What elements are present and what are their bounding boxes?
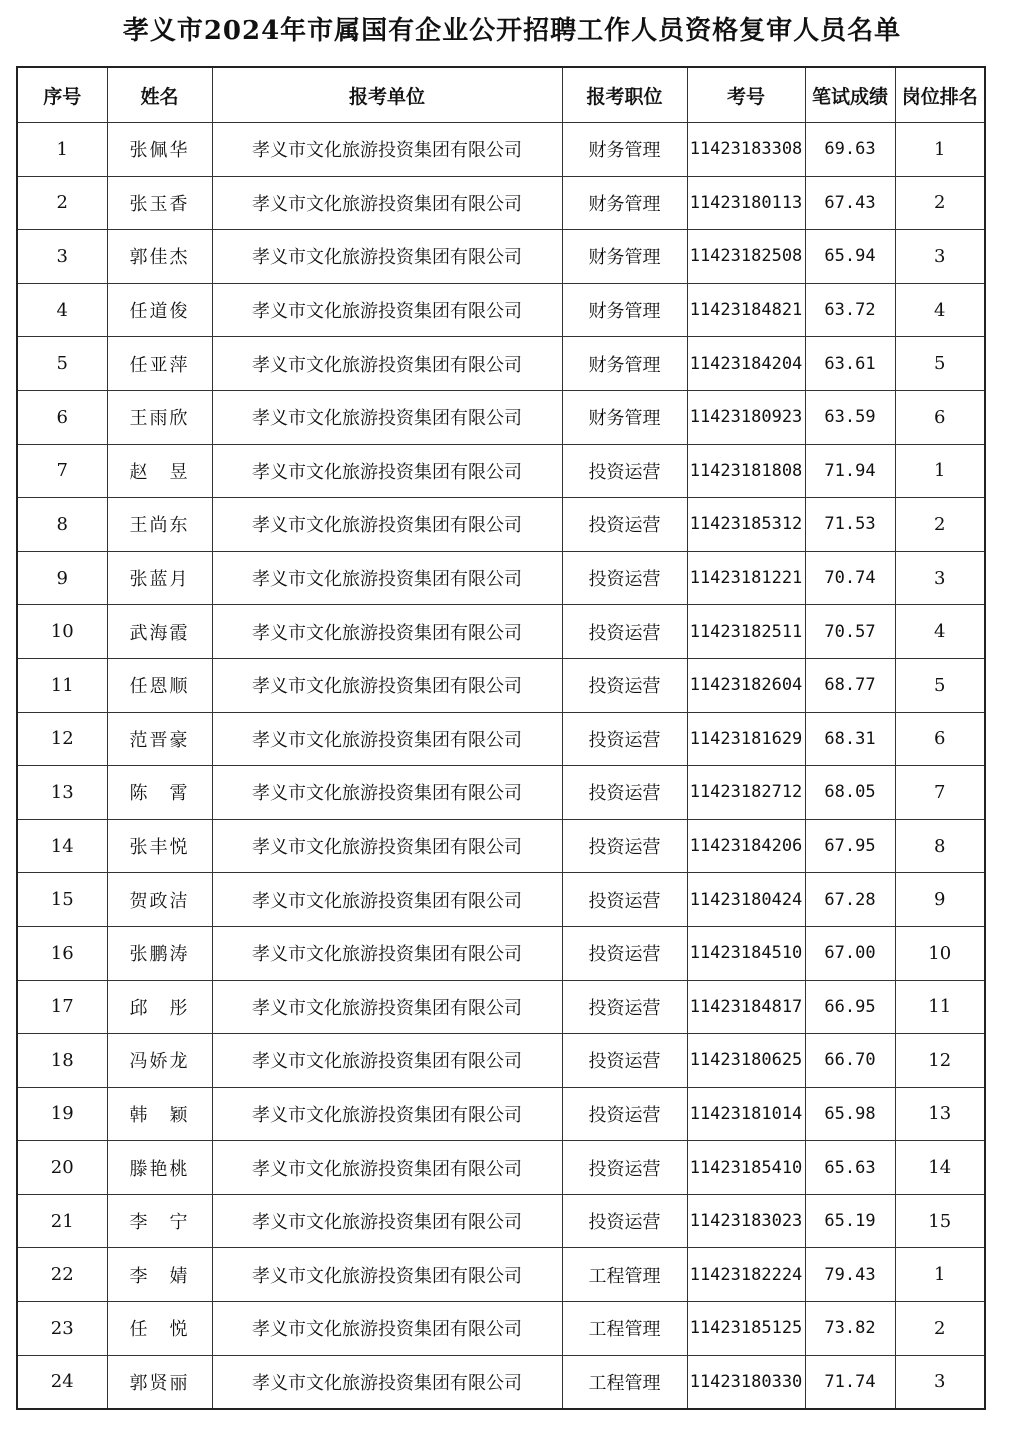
cell-no: 22 [17, 1248, 107, 1302]
cell-rank: 10 [895, 926, 985, 980]
candidate-table [16, 66, 986, 1410]
cell-unit: 孝义市文化旅游投资集团有限公司 [212, 337, 562, 391]
table-row [17, 873, 985, 927]
cell-unit: 孝义市文化旅游投资集团有限公司 [212, 1034, 562, 1088]
cell-exam-id: 11423181014 [687, 1087, 805, 1141]
cell-score: 79.43 [805, 1248, 895, 1302]
table-row [17, 658, 985, 712]
cell-exam-id: 11423184206 [687, 819, 805, 873]
cell-name: 范晋豪 [107, 712, 212, 766]
cell-unit: 孝义市文化旅游投资集团有限公司 [212, 1302, 562, 1356]
cell-unit: 孝义市文化旅游投资集团有限公司 [212, 551, 562, 605]
cell-exam-id: 11423185410 [687, 1141, 805, 1195]
cell-unit: 孝义市文化旅游投资集团有限公司 [212, 605, 562, 659]
cell-name: 李 宁 [107, 1194, 212, 1248]
cell-exam-id: 11423185125 [687, 1302, 805, 1356]
col-header-exam-id: 考号 [687, 67, 805, 123]
cell-unit: 孝义市文化旅游投资集团有限公司 [212, 1194, 562, 1248]
table-row [17, 926, 985, 980]
cell-exam-id: 11423182508 [687, 230, 805, 284]
cell-name: 张鹏涛 [107, 926, 212, 980]
cell-position: 财务管理 [562, 230, 687, 284]
cell-rank: 2 [895, 498, 985, 552]
cell-score: 67.95 [805, 819, 895, 873]
cell-rank: 2 [895, 176, 985, 230]
cell-name: 郭贤丽 [107, 1355, 212, 1409]
cell-no: 2 [17, 176, 107, 230]
cell-position: 投资运营 [562, 1194, 687, 1248]
cell-position: 财务管理 [562, 337, 687, 391]
cell-exam-id: 11423180923 [687, 390, 805, 444]
cell-unit: 孝义市文化旅游投资集团有限公司 [212, 176, 562, 230]
cell-no: 11 [17, 658, 107, 712]
table-row [17, 980, 985, 1034]
cell-position: 财务管理 [562, 283, 687, 337]
cell-name: 陈 霄 [107, 766, 212, 820]
cell-no: 1 [17, 123, 107, 177]
table-body [17, 123, 985, 1410]
col-header-unit: 报考单位 [212, 67, 562, 123]
cell-exam-id: 11423180330 [687, 1355, 805, 1409]
cell-rank: 6 [895, 712, 985, 766]
table-row [17, 390, 985, 444]
cell-position: 投资运营 [562, 444, 687, 498]
cell-rank: 8 [895, 819, 985, 873]
cell-position: 投资运营 [562, 658, 687, 712]
cell-position: 投资运营 [562, 819, 687, 873]
cell-no: 19 [17, 1087, 107, 1141]
cell-score: 71.53 [805, 498, 895, 552]
cell-unit: 孝义市文化旅游投资集团有限公司 [212, 498, 562, 552]
table-header-row [17, 67, 985, 123]
cell-name: 邱 彤 [107, 980, 212, 1034]
table-row [17, 1194, 985, 1248]
table-row [17, 283, 985, 337]
cell-no: 14 [17, 819, 107, 873]
cell-unit: 孝义市文化旅游投资集团有限公司 [212, 230, 562, 284]
cell-exam-id: 11423183308 [687, 123, 805, 177]
cell-position: 投资运营 [562, 551, 687, 605]
cell-unit: 孝义市文化旅游投资集团有限公司 [212, 1087, 562, 1141]
cell-exam-id: 11423180625 [687, 1034, 805, 1088]
cell-score: 71.94 [805, 444, 895, 498]
cell-rank: 9 [895, 873, 985, 927]
cell-exam-id: 11423180113 [687, 176, 805, 230]
table-row [17, 444, 985, 498]
cell-name: 任 悦 [107, 1302, 212, 1356]
table-row [17, 176, 985, 230]
cell-no: 4 [17, 283, 107, 337]
cell-score: 63.61 [805, 337, 895, 391]
cell-rank: 12 [895, 1034, 985, 1088]
table-row [17, 123, 985, 177]
cell-no: 12 [17, 712, 107, 766]
table-row [17, 551, 985, 605]
cell-name: 王尚东 [107, 498, 212, 552]
cell-name: 张玉香 [107, 176, 212, 230]
cell-rank: 11 [895, 980, 985, 1034]
cell-unit: 孝义市文化旅游投资集团有限公司 [212, 658, 562, 712]
cell-unit: 孝义市文化旅游投资集团有限公司 [212, 766, 562, 820]
cell-position: 投资运营 [562, 766, 687, 820]
table-row [17, 1087, 985, 1141]
cell-name: 武海霞 [107, 605, 212, 659]
cell-unit: 孝义市文化旅游投资集团有限公司 [212, 980, 562, 1034]
cell-rank: 6 [895, 390, 985, 444]
cell-no: 9 [17, 551, 107, 605]
cell-position: 工程管理 [562, 1248, 687, 1302]
cell-score: 67.43 [805, 176, 895, 230]
cell-score: 71.74 [805, 1355, 895, 1409]
cell-position: 投资运营 [562, 712, 687, 766]
cell-position: 投资运营 [562, 605, 687, 659]
cell-name: 张佩华 [107, 123, 212, 177]
cell-score: 63.72 [805, 283, 895, 337]
cell-exam-id: 11423181808 [687, 444, 805, 498]
col-header-score: 笔试成绩 [805, 67, 895, 123]
cell-exam-id: 11423182511 [687, 605, 805, 659]
cell-name: 张丰悦 [107, 819, 212, 873]
cell-position: 财务管理 [562, 176, 687, 230]
cell-rank: 7 [895, 766, 985, 820]
cell-exam-id: 11423182712 [687, 766, 805, 820]
cell-rank: 3 [895, 551, 985, 605]
cell-name: 张蓝月 [107, 551, 212, 605]
cell-unit: 孝义市文化旅游投资集团有限公司 [212, 123, 562, 177]
cell-exam-id: 11423184204 [687, 337, 805, 391]
cell-score: 67.28 [805, 873, 895, 927]
cell-score: 65.19 [805, 1194, 895, 1248]
cell-no: 7 [17, 444, 107, 498]
cell-score: 70.57 [805, 605, 895, 659]
cell-position: 投资运营 [562, 1087, 687, 1141]
page-title: 孝义市2024年市属国有企业公开招聘工作人员资格复审人员名单 [122, 16, 902, 46]
cell-unit: 孝义市文化旅游投资集团有限公司 [212, 712, 562, 766]
cell-exam-id: 11423183023 [687, 1194, 805, 1248]
cell-rank: 4 [895, 605, 985, 659]
cell-unit: 孝义市文化旅游投资集团有限公司 [212, 444, 562, 498]
cell-no: 13 [17, 766, 107, 820]
cell-name: 王雨欣 [107, 390, 212, 444]
cell-exam-id: 11423182224 [687, 1248, 805, 1302]
cell-unit: 孝义市文化旅游投资集团有限公司 [212, 283, 562, 337]
cell-position: 投资运营 [562, 1141, 687, 1195]
cell-name: 任亚萍 [107, 337, 212, 391]
cell-name: 任道俊 [107, 283, 212, 337]
cell-no: 15 [17, 873, 107, 927]
cell-score: 68.31 [805, 712, 895, 766]
table-row [17, 1302, 985, 1356]
cell-position: 投资运营 [562, 498, 687, 552]
table-row [17, 337, 985, 391]
table-row [17, 1355, 985, 1409]
cell-rank: 1 [895, 1248, 985, 1302]
cell-position: 工程管理 [562, 1355, 687, 1409]
cell-no: 20 [17, 1141, 107, 1195]
cell-no: 24 [17, 1355, 107, 1409]
cell-unit: 孝义市文化旅游投资集团有限公司 [212, 1248, 562, 1302]
cell-no: 5 [17, 337, 107, 391]
cell-rank: 4 [895, 283, 985, 337]
cell-score: 66.70 [805, 1034, 895, 1088]
cell-name: 韩 颖 [107, 1087, 212, 1141]
cell-position: 财务管理 [562, 123, 687, 177]
cell-no: 3 [17, 230, 107, 284]
cell-no: 18 [17, 1034, 107, 1088]
cell-score: 70.74 [805, 551, 895, 605]
cell-rank: 3 [895, 1355, 985, 1409]
cell-rank: 13 [895, 1087, 985, 1141]
cell-position: 工程管理 [562, 1302, 687, 1356]
cell-name: 滕艳桃 [107, 1141, 212, 1195]
table-row [17, 712, 985, 766]
cell-exam-id: 11423184817 [687, 980, 805, 1034]
cell-score: 66.95 [805, 980, 895, 1034]
cell-rank: 5 [895, 337, 985, 391]
cell-exam-id: 11423181221 [687, 551, 805, 605]
cell-no: 16 [17, 926, 107, 980]
cell-exam-id: 11423184821 [687, 283, 805, 337]
cell-score: 68.77 [805, 658, 895, 712]
cell-no: 10 [17, 605, 107, 659]
cell-score: 63.59 [805, 390, 895, 444]
cell-unit: 孝义市文化旅游投资集团有限公司 [212, 819, 562, 873]
cell-rank: 1 [895, 123, 985, 177]
table-row [17, 1034, 985, 1088]
col-header-rank: 岗位排名 [895, 67, 985, 123]
cell-no: 17 [17, 980, 107, 1034]
table-row [17, 1248, 985, 1302]
cell-unit: 孝义市文化旅游投资集团有限公司 [212, 926, 562, 980]
table-row [17, 819, 985, 873]
cell-exam-id: 11423180424 [687, 873, 805, 927]
cell-unit: 孝义市文化旅游投资集团有限公司 [212, 873, 562, 927]
cell-position: 财务管理 [562, 390, 687, 444]
cell-exam-id: 11423181629 [687, 712, 805, 766]
cell-name: 冯娇龙 [107, 1034, 212, 1088]
table-row [17, 1141, 985, 1195]
col-header-no: 序号 [17, 67, 107, 123]
cell-score: 65.94 [805, 230, 895, 284]
cell-name: 郭佳杰 [107, 230, 212, 284]
cell-name: 赵 昱 [107, 444, 212, 498]
cell-exam-id: 11423182604 [687, 658, 805, 712]
cell-name: 贺政洁 [107, 873, 212, 927]
col-header-position: 报考职位 [562, 67, 687, 123]
cell-rank: 1 [895, 444, 985, 498]
cell-rank: 2 [895, 1302, 985, 1356]
cell-rank: 3 [895, 230, 985, 284]
cell-score: 69.63 [805, 123, 895, 177]
cell-unit: 孝义市文化旅游投资集团有限公司 [212, 1355, 562, 1409]
cell-score: 65.63 [805, 1141, 895, 1195]
table-row [17, 605, 985, 659]
table-row [17, 766, 985, 820]
cell-position: 投资运营 [562, 980, 687, 1034]
cell-score: 65.98 [805, 1087, 895, 1141]
cell-unit: 孝义市文化旅游投资集团有限公司 [212, 1141, 562, 1195]
table-row [17, 498, 985, 552]
cell-no: 23 [17, 1302, 107, 1356]
cell-exam-id: 11423185312 [687, 498, 805, 552]
cell-no: 6 [17, 390, 107, 444]
cell-rank: 5 [895, 658, 985, 712]
col-header-name: 姓名 [107, 67, 212, 123]
cell-rank: 15 [895, 1194, 985, 1248]
cell-position: 投资运营 [562, 1034, 687, 1088]
table-row [17, 230, 985, 284]
cell-name: 李 婧 [107, 1248, 212, 1302]
cell-rank: 14 [895, 1141, 985, 1195]
cell-position: 投资运营 [562, 873, 687, 927]
cell-no: 21 [17, 1194, 107, 1248]
cell-position: 投资运营 [562, 926, 687, 980]
cell-exam-id: 11423184510 [687, 926, 805, 980]
cell-score: 68.05 [805, 766, 895, 820]
cell-score: 67.00 [805, 926, 895, 980]
cell-name: 任恩顺 [107, 658, 212, 712]
cell-score: 73.82 [805, 1302, 895, 1356]
cell-no: 8 [17, 498, 107, 552]
cell-unit: 孝义市文化旅游投资集团有限公司 [212, 390, 562, 444]
